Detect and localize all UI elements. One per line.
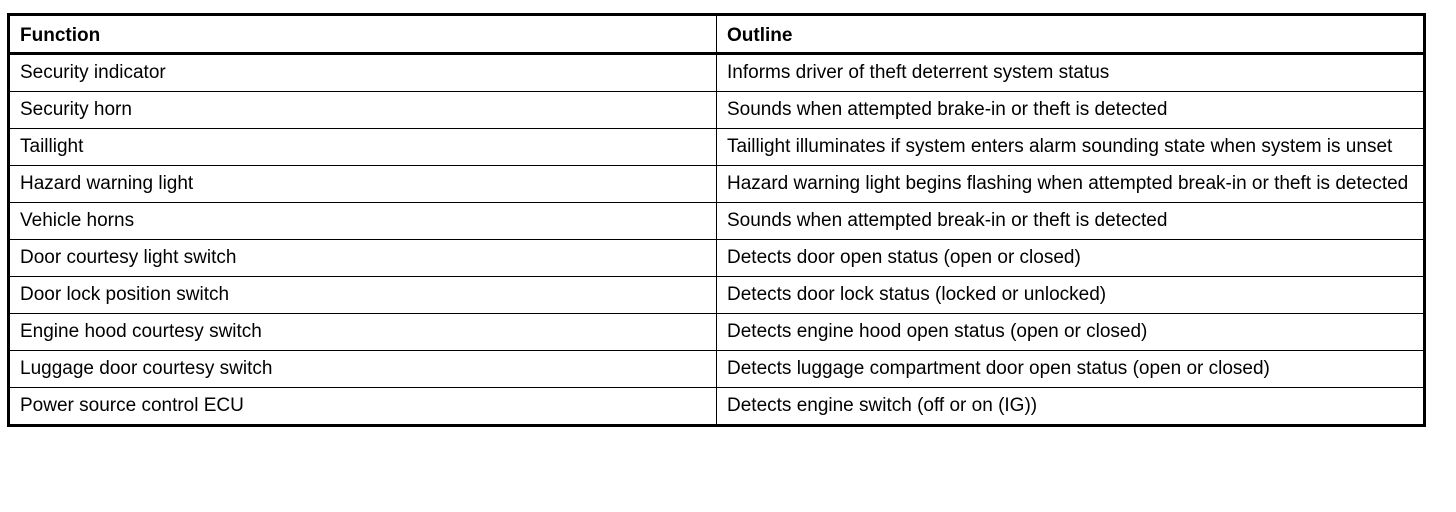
header-function: Function (9, 15, 717, 54)
function-cell: Luggage door courtesy switch (9, 351, 717, 388)
outline-cell: Detects luggage compartment door open status (open or closed) (717, 351, 1425, 388)
outline-cell: Informs driver of theft deterrent system status (717, 54, 1425, 92)
outline-cell: Hazard warning light begins flashing when attempted break-in or theft is detected (717, 166, 1425, 203)
function-cell: Door lock position switch (9, 277, 717, 314)
function-cell: Power source control ECU (9, 388, 717, 426)
outline-cell: Detects engine switch (off or on (IG)) (717, 388, 1425, 426)
table-row (9, 129, 1425, 166)
function-cell: Security indicator (9, 54, 717, 92)
table-row (9, 277, 1425, 314)
function-cell: Security horn (9, 92, 717, 129)
outline-cell: Detects engine hood open status (open or closed) (717, 314, 1425, 351)
function-cell: Hazard warning light (9, 166, 717, 203)
outline-cell: Detects door lock status (locked or unlocked) (717, 277, 1425, 314)
header-outline: Outline (717, 15, 1425, 54)
table-row (9, 54, 1425, 92)
outline-cell: Detects door open status (open or closed) (717, 240, 1425, 277)
table-row (9, 388, 1425, 426)
table-row (9, 314, 1425, 351)
function-outline-table (7, 13, 1426, 427)
function-cell: Taillight (9, 129, 717, 166)
function-cell: Vehicle horns (9, 203, 717, 240)
function-outline-table-container (7, 13, 1423, 427)
function-cell: Door courtesy light switch (9, 240, 717, 277)
table-row (9, 166, 1425, 203)
outline-cell: Sounds when attempted brake-in or theft is detected (717, 92, 1425, 129)
outline-cell: Sounds when attempted break-in or theft is detected (717, 203, 1425, 240)
table-row (9, 203, 1425, 240)
table-row (9, 92, 1425, 129)
outline-cell: Taillight illuminates if system enters alarm sounding state when system is unset (717, 129, 1425, 166)
function-cell: Engine hood courtesy switch (9, 314, 717, 351)
table-header-row (9, 15, 1425, 54)
table-row (9, 240, 1425, 277)
table-row (9, 351, 1425, 388)
